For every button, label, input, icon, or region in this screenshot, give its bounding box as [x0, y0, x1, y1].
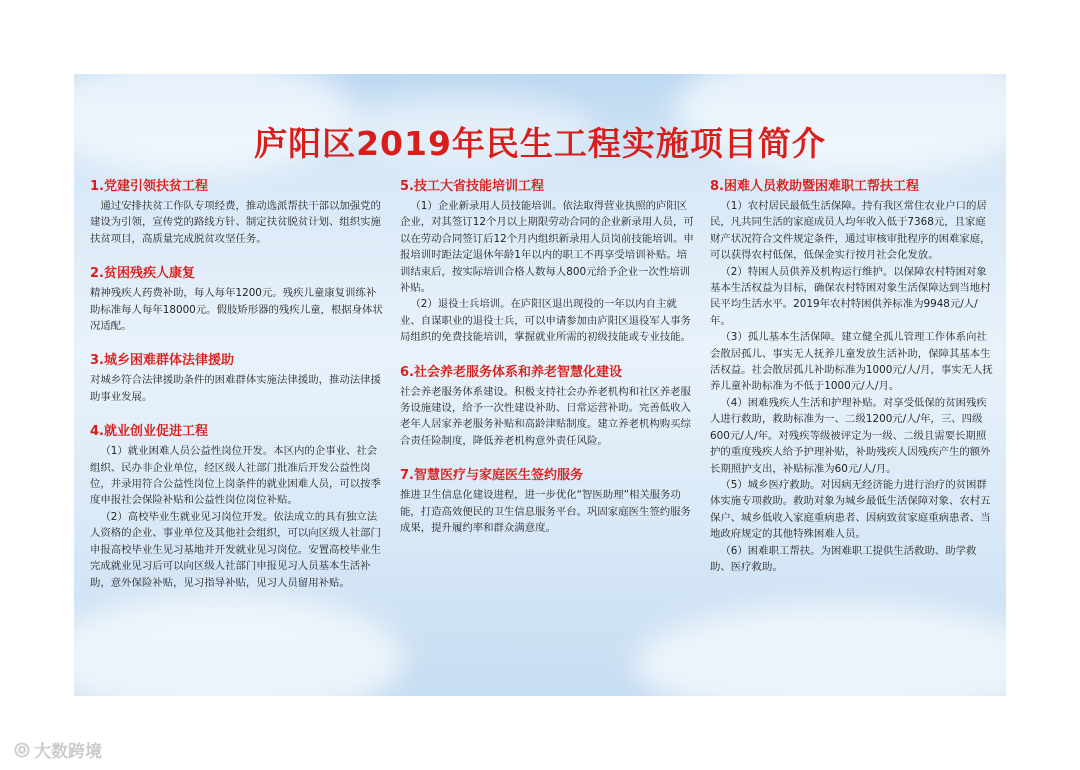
section-text: 精神残疾人药费补助，每人每年1200元。残疾儿童康复训练补助标准每人每年18000元。假肢矫形器的残疾儿童，根据身体状况适配。 — [90, 287, 383, 333]
section-disabled-rehab — [90, 265, 384, 334]
section-hardship-relief — [710, 178, 994, 575]
section-text: （2）特困人员供养及机构运行维护。以保障农村特困对象基本生活权益为目标，确保农村特困对象生活保障达到当地村民平均生活水平。2019年农村特困供养标准为9948元/人/年。 — [710, 265, 991, 327]
section-skills-training — [400, 178, 694, 346]
section-title: 6.社会养老服务体系和养老智慧化建设 — [400, 364, 622, 380]
section-smart-medical — [400, 467, 694, 536]
column-middle — [400, 178, 694, 537]
section-text: 推进卫生信息化建设进程，进一步优化“智医助理”相关服务功能，打造高效便民的卫生信息服务平台。巩固家庭医生签约服务成果，提升履约率和群众满意度。 — [400, 489, 691, 535]
section-title: 4.就业创业促进工程 — [90, 424, 208, 440]
section-text: 通过安排扶贫工作队专项经费，推动选派帮扶干部以加强党的建设为引领，宣传党的路线方针、制定扶贫脱贫计划、组织实施扶贫项目，高质量完成脱贫攻坚任务。 — [90, 200, 381, 245]
column-right — [710, 178, 994, 575]
watermark — [14, 737, 102, 762]
section-employment — [90, 423, 384, 591]
watermark-logo-icon: ⦾ — [14, 737, 30, 762]
section-text: （3）孤儿基本生活保障。建立健全孤儿管理工作体系向社会散居孤儿、事实无人抚养儿童发放生活补助，保障其基本生活权益。社会散居孤儿补助标准为1000元/人/月，事实无人抚养儿童补助标准为不低于1000元/人/月。 — [710, 331, 993, 393]
poster-title: 庐阳区2019年民生工程实施项目简介 — [254, 124, 826, 163]
section-text: （1）就业困难人员公益性岗位开发。本区内的企事业、社会组织、民办非企业单位，经区级人社部门批准后开发公益性岗位，并录用符合公益性岗位上岗条件的就业困难人员，可以按季度申报社会保险补贴和公益性岗位岗位补贴。 — [90, 445, 381, 507]
section-text: （2）退役士兵培训。在庐阳区退出现役的一年以内自主就业、自谋职业的退役士兵，可以申请参加由庐阳区退役军人事务局组织的免费技能培训，掌握就业所需的初级技能或专业技能。 — [400, 298, 691, 344]
cloud-decoration — [74, 594, 404, 696]
section-title: 7.智慧医疗与家庭医生签约服务 — [400, 468, 583, 484]
section-text: （4）困难残疾人生活和护理补贴。对享受低保的贫困残疾人进行救助，救助标准为一、二级1200元/人/年，三、四级600元/人/年。对残疾等级被评定为一级、二级且需要长期照护的重度残疾人给予护理补贴，补助残疾人因残疾产生的额外长期照护支出，补贴标准为60元/人/月。 — [710, 396, 991, 475]
section-party-building — [90, 178, 384, 247]
section-title: 5.技工大省技能培训工程 — [400, 179, 544, 194]
column-left — [90, 178, 384, 591]
section-title: 1.党建引领扶贫工程 — [90, 179, 208, 194]
section-text: 社会养老服务体系建设。积极支持社会办养老机构和社区养老服务设施建设，给予一次性建设补助、日常运营补助。完善低收入老年人居家养老服务补贴和高龄津贴制度。建立养老机构购买综合责任险制度，降低养老机构意外责任风险。 — [400, 385, 691, 447]
watermark-text: 大数跨境 — [34, 742, 102, 762]
cloud-decoration — [634, 604, 1006, 696]
section-title: 8.困难人员救助暨困难职工帮扶工程 — [710, 179, 919, 194]
poster — [74, 74, 1006, 696]
section-elderly-care — [400, 364, 694, 450]
section-legal-aid — [90, 352, 384, 405]
section-text: （1）企业新录用人员技能培训。依法取得营业执照的庐阳区企业，对其签订12个月以上期限劳动合同的企业新录用人员，可以在劳动合同签订后12个月内组织新录用人员岗前技能培训。申报培训时距法定退休年龄1年以内的职工不再享受培训补贴。培训结束后，按实际培训合格人数每人800元给予企业一次性培训补贴。 — [400, 200, 694, 295]
section-text: （6）困难职工帮扶。为困难职工提供生活救助、助学救助、医疗救助。 — [710, 544, 977, 573]
section-text: （1）农村居民最低生活保障。持有我区常住农业户口的居民，凡共同生活的家庭成员人均年收入低于7368元，且家庭财产状况符合文件规定条件，通过审核审批程序的困难家庭，可以获得农村低保，低保金实行按月社会化发放。 — [710, 200, 991, 262]
section-text: （5）城乡医疗救助。对因病无经济能力进行治疗的贫困群体实施专项救助。救助对象为城乡最低生活保障对象、农村五保户、城乡低收入家庭重病患者、因病致贫家庭重病患者、当地政府规定的其他特殊困难人员。 — [710, 478, 991, 541]
section-text: （2）高校毕业生就业见习岗位开发。依法成立的具有独立法人资格的企业、事业单位及其他社会组织，可以向区级人社部门申报高校毕业生见习基地并开发就业见习岗位。安置高校毕业生完成就业见习后可以向区级人社部门申报见习人员基本生活补助，意外保险补贴，见习指导补贴，见习人员留用补贴。 — [90, 510, 381, 589]
section-text: 对城乡符合法律援助条件的困难群体实施法律援助，推动法律援助事业发展。 — [90, 374, 381, 403]
section-title: 3.城乡困难群体法律援助 — [90, 353, 234, 369]
section-title: 2.贫困残疾人康复 — [90, 266, 195, 282]
